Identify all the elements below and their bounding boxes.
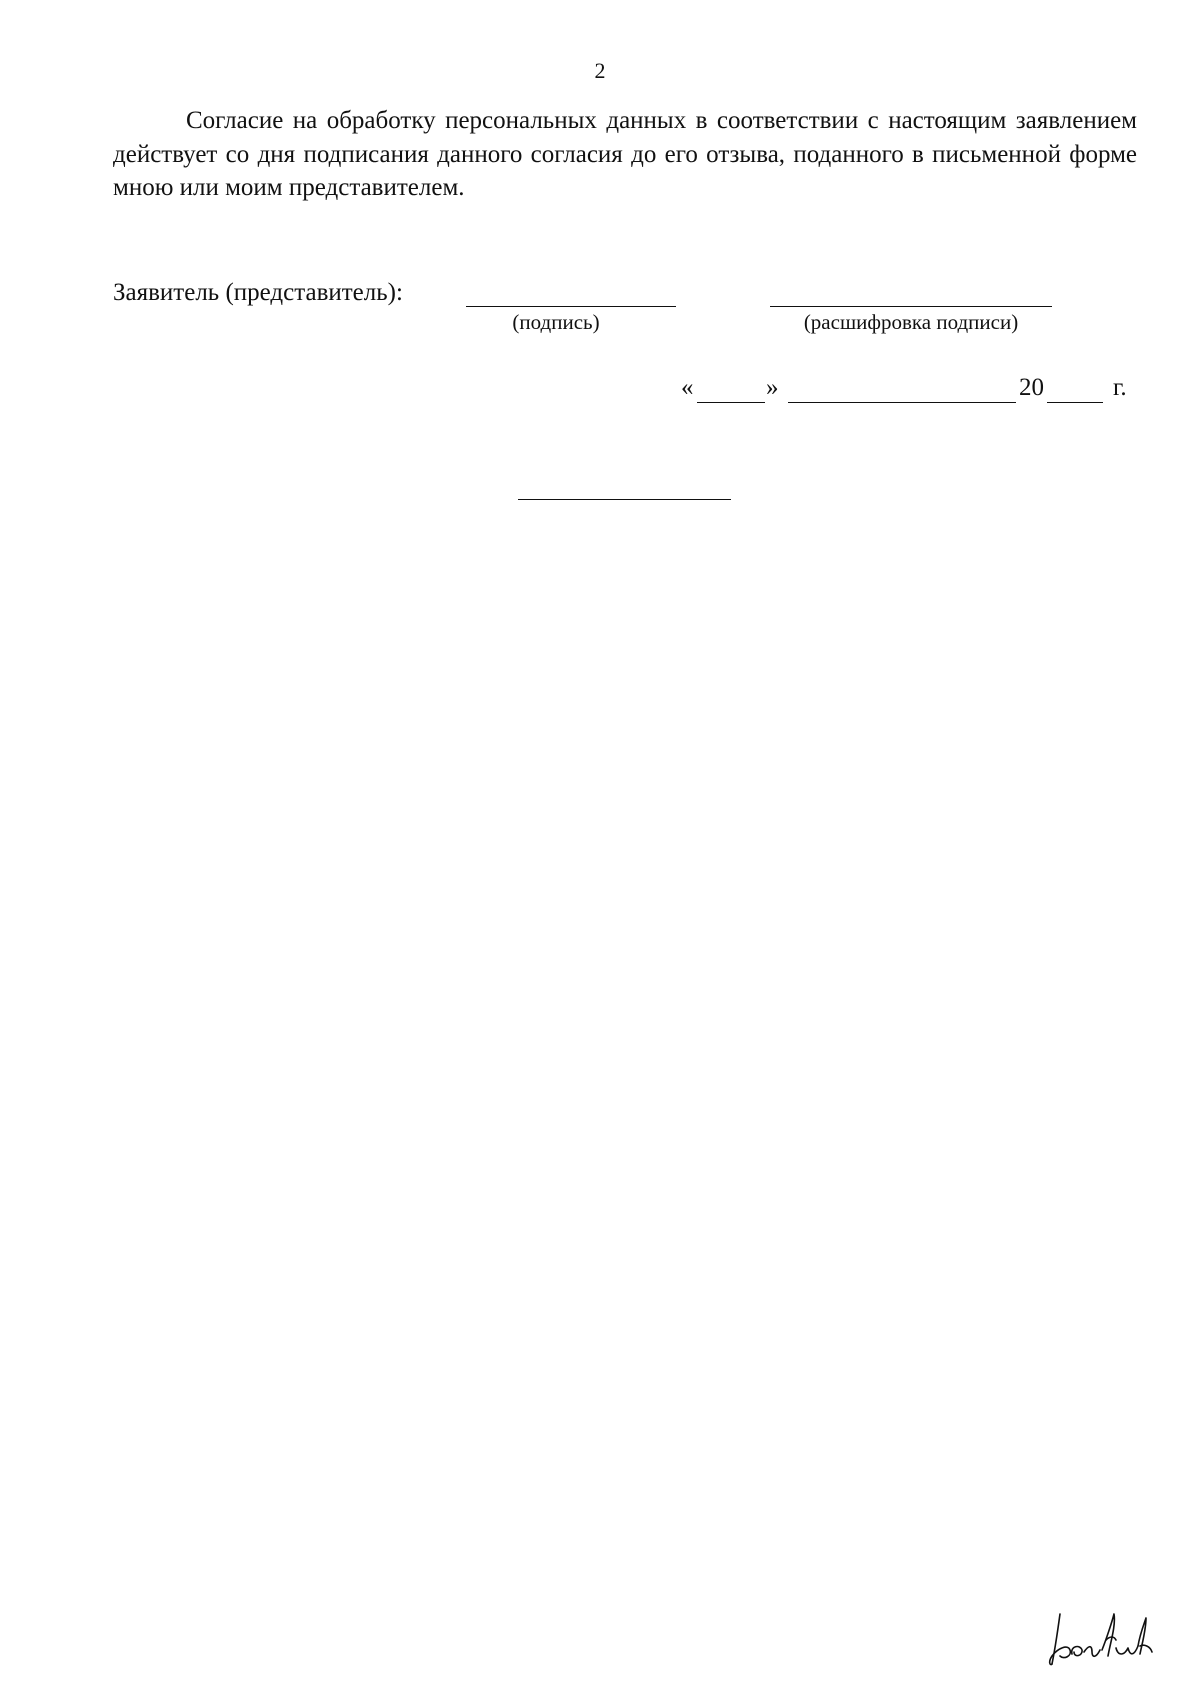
page-number: 2 [594, 58, 606, 83]
applicant-label: Заявитель (представитель): [113, 279, 403, 306]
date-close-quote: » [766, 374, 779, 401]
signature-decode-line [770, 306, 1052, 307]
date-year-suffix: г. [1113, 374, 1127, 401]
consent-paragraph: Согласие на обработку персональных данных в соответствии с настоящим заявлением действует со дня подписания данного согласия до его отзыва, поданного в письменной форме мною или моим представителем. [113, 107, 1137, 201]
handwritten-signature [1040, 1600, 1160, 1672]
date-month-line [788, 402, 1016, 403]
date-day-line [697, 402, 765, 403]
date-year-line [1047, 402, 1103, 403]
signature-line [466, 306, 676, 307]
date-year-prefix: 20 [1019, 374, 1044, 401]
signature-caption: (подпись) [512, 310, 600, 334]
document-end-line [518, 499, 731, 500]
date-open-quote: « [681, 374, 694, 401]
signature-decode-caption: (расшифровка подписи) [803, 310, 1019, 334]
